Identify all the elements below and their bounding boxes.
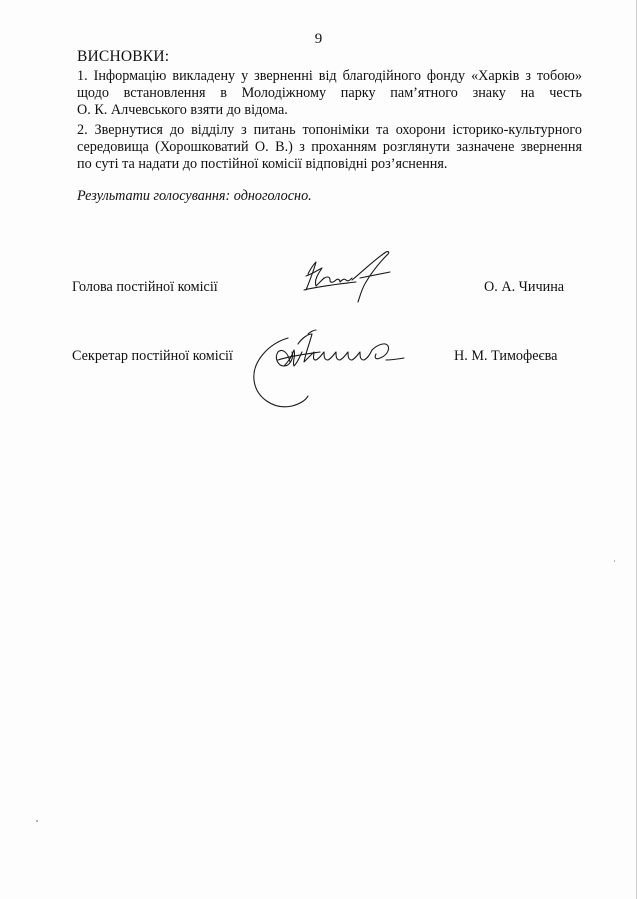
conclusion-item-2 bbox=[77, 122, 582, 173]
conclusion-item-2-line-3: по суті та надати до постійної комісії відповідні роз’яснення. bbox=[77, 156, 448, 172]
chair-role-label: Голова постійної комісії bbox=[72, 279, 218, 295]
conclusion-item-1-line-2: щодо встановлення в Молодіжному парку пам’ятного знаку на честь bbox=[77, 85, 582, 101]
conclusion-item-2-line-1: 2. Звернутися до відділу з питань топоніміки та охорони історико-культурного bbox=[77, 122, 582, 138]
secretary-name: Н. М. Тимофеєва bbox=[454, 348, 558, 364]
secretary-role-label: Секретар постійної комісії bbox=[72, 348, 233, 364]
chair-name: О. А. Чичина bbox=[484, 279, 565, 295]
chair-signature bbox=[300, 246, 405, 306]
conclusion-item-1-line-1: 1. Інформацію викладену у зверненні від благодійного фонду «Харків з тобою» bbox=[77, 68, 582, 84]
conclusion-item-2-line-2: середовища (Хорошковатий О. В.) з проханням розглянути зазначене звернення bbox=[77, 139, 582, 155]
conclusion-item-1-line-3: О. К. Алчевського взяти до відома. bbox=[77, 102, 288, 118]
scan-speck bbox=[614, 560, 615, 562]
secretary-signature bbox=[248, 322, 413, 414]
scan-speck bbox=[36, 820, 38, 822]
voting-result: Результати голосування: одноголосно. bbox=[77, 188, 312, 204]
page-number: 9 bbox=[314, 31, 323, 47]
conclusion-item-1 bbox=[77, 68, 582, 119]
conclusions-heading: ВИСНОВКИ: bbox=[77, 48, 170, 65]
